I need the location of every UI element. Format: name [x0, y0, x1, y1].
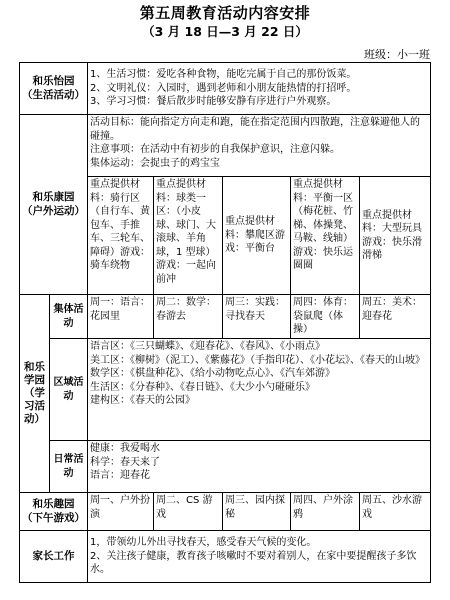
section-title: 和乐康园 — [32, 190, 75, 203]
zone-cell: 重点提供材料：大型玩具游戏：快乐滑滑梯 — [360, 177, 431, 295]
parents-line: 1，带领幼儿外出寻找春天，感受春天气候的变化。 — [90, 537, 317, 549]
page-title: 第五周教育活动内容安排 — [139, 4, 311, 22]
sub-header-daily: 日常活动 — [50, 441, 88, 493]
section-title: 和乐怡园 — [32, 74, 75, 87]
health-info — [88, 115, 431, 177]
play-cell: 周四、户外涂鸦 — [291, 493, 360, 531]
health-caution: 注意事项：在活动中有初步的自我保护意识，注意闪躲。 — [90, 144, 340, 155]
health-group: 集体运动：会捉虫子的鸡宝宝 — [90, 157, 220, 169]
section-subtitle: （下午游戏） — [22, 511, 85, 524]
daily-content — [88, 441, 431, 493]
life-content — [88, 63, 431, 115]
collective-cell: 周五：美术：迎春花 — [360, 295, 431, 339]
zone-cell: 重点提供材料：平衡一区（梅花桩、竹梯、体操凳、马鞍、线轴）游戏：快乐运圈圈 — [291, 177, 360, 295]
section-subtitle: （户外运动） — [22, 204, 85, 217]
sub-header-area: 区域活动 — [50, 339, 88, 441]
zone-cell: 重点提供材料：骑行区（自行车、黄包车、手推车、三轮车、障碍）游戏：骑车绕物 — [88, 177, 154, 295]
life-line: 3、学习习惯：餐后散步时能够安静有序进行户外观察。 — [90, 96, 337, 108]
row-parents — [20, 531, 431, 583]
area-line: 数学区：《棋盘种花》、《给小动物吃点心》、《汽车郊游》 — [90, 368, 335, 379]
row-life — [20, 63, 431, 115]
area-line: 建构区：《春天的公园》 — [90, 395, 195, 406]
collective-cell: 周二：数学：春游去 — [154, 295, 223, 339]
section-header-health — [20, 115, 88, 295]
health-goal: 活动目标：能向指定方向走和跑，能在指定范围内四散跑，注意躲避他人的碰撞。 — [90, 117, 420, 142]
parents-line: 2、关注孩子健康，教育孩子咳嗽时不要对着别人，在家中要提醒孩子多饮水。 — [90, 550, 417, 576]
class-label: 班级：小一班 — [364, 48, 430, 61]
date-range: （3 月 18 日—3 月 22 日） — [142, 24, 308, 39]
section-header-life — [20, 63, 88, 115]
sub-header-collective: 集体活动 — [50, 295, 88, 339]
row-study-daily — [20, 441, 431, 493]
section-title: 和乐趣园 — [32, 497, 75, 510]
life-line: 2、文明礼仪：入园时，遇到老师和小朋友能热情的打招呼。 — [90, 82, 357, 94]
section-header-study: 和乐学园（学习活动） — [20, 295, 50, 493]
row-health-top — [20, 115, 431, 177]
row-play — [20, 493, 431, 531]
collective-cell: 周四：体育：袋鼠爬（体操） — [291, 295, 360, 339]
section-header-parents: 家长工作 — [20, 531, 88, 583]
life-line: 1、生活习惯：爱吃各种食物，能吃完属于自己的那份饭菜。 — [90, 69, 357, 81]
daily-line: 语言：迎春花 — [90, 470, 150, 481]
section-header-play — [20, 493, 88, 531]
play-cell: 周二、CS 游戏 — [154, 493, 223, 531]
area-line: 语言区：《三只蝴蝶》、《迎春花》、《春风》、《小雨点》 — [90, 341, 325, 352]
schedule-table — [19, 62, 431, 583]
play-cell: 周一、户外扮演 — [88, 493, 154, 531]
area-line: 生活区：《分春种》、《春日链》、《大少小勺碰碰乐》 — [90, 381, 315, 393]
collective-cell: 周一：语言：花园里 — [88, 295, 154, 339]
row-study-collective — [20, 295, 431, 339]
parents-content — [88, 531, 431, 583]
play-cell: 周五、沙水游戏 — [360, 493, 431, 531]
daily-line: 科学：春天来了 — [90, 456, 160, 468]
zone-cell: 重点提供材料：球类一区：（小皮球、球门、大滚球、羊角球，1 型球）游戏：一起向前冲 — [154, 177, 223, 295]
zone-cell: 重点提供材料：攀爬区游戏：平衡台 — [223, 177, 291, 295]
area-line: 美工区：《柳树》（泥工）、《紫藤花》（手指印花）、《小花坛》、《春天的山坡》 — [90, 354, 425, 366]
daily-line: 健康：我爱喝水 — [90, 443, 160, 454]
play-cell: 周三、园内探秘 — [223, 493, 291, 531]
row-study-area — [20, 339, 431, 441]
collective-cell: 周三：实践：寻找春天 — [223, 295, 291, 339]
area-content — [88, 339, 431, 441]
section-subtitle: （生活活动） — [22, 88, 85, 101]
